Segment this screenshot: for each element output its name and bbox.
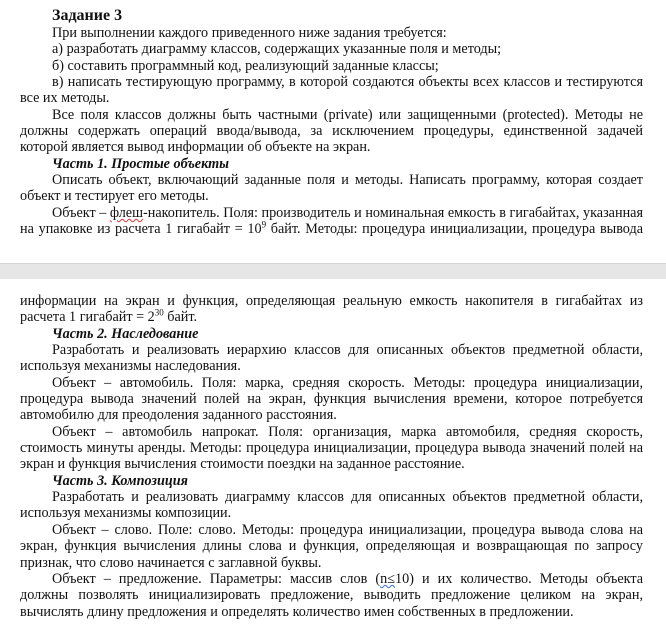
- flash-drive-paragraph: [20, 205, 643, 238]
- requirement-a: а) разработать диаграмму классов, содержащих указанные поля и методы;: [52, 41, 502, 58]
- part-3-title: Часть 3. Композиция: [52, 472, 188, 489]
- car-paragraph: Объект – автомобиль. Поля: марка, средняя скорость. Методы: процедура инициализации, процедура вывода значений полей на экран, функция вычисления времени, которое потребуется автомобилю для преодоления заданного расстояния.: [20, 374, 643, 424]
- word-paragraph: Объект – слово. Поле: слово. Методы: процедура инициализации, процедура вывода слова на экран, функция вычисления длины слова и функция, определяющая и возвращающая по запросу признак, что слово начинается с заглавной буквы.: [20, 521, 643, 571]
- text-run: -накопитель. Поля: производитель и номинальная емкость в гигабайтах, указанная на упаковке из расчета 1 гигабайт = 10: [20, 204, 643, 238]
- requirement-b: б) составить программный код, реализующий заданные классы;: [52, 57, 439, 74]
- exponent: 9: [261, 219, 267, 230]
- part-3-description: Разработать и реализовать диаграмму классов для описанных объектов предметной области, используя механизмы композиции.: [20, 489, 643, 522]
- part-1-description: Описать объект, включающий заданные поля и методы. Написать программу, которая создает объект и тестирует его методы.: [20, 172, 643, 205]
- flash-drive-continuation: [20, 293, 643, 326]
- grammar-flag[interactable]: n≤: [380, 570, 395, 587]
- text-run: байт.: [163, 309, 198, 326]
- text-run: байт. Методы: процедура инициализации, процедура вывода: [266, 221, 643, 238]
- document-page-1: [0, 0, 666, 263]
- text-run: Объект –: [52, 204, 110, 221]
- page-break-gap: [0, 263, 666, 280]
- part-2-title: Часть 2. Наследование: [52, 325, 199, 342]
- part-2-description: Разработать и реализовать иерархию классов для описанных объектов предметной области, используя механизмы наследования.: [20, 342, 643, 375]
- text-run: 10) и их количество. Методы объекта должны позволять инициализировать предложение, выводить предложение целиком на экран, вычислять длину предложения и определять количество имен собственных в предложении.: [20, 570, 643, 620]
- part-1-title: Часть 1. Простые объекты: [52, 155, 229, 172]
- spellcheck-word[interactable]: флеш: [109, 204, 144, 221]
- sentence-paragraph: [20, 571, 643, 620]
- intro-paragraph: При выполнении каждого приведенного ниже задания требуется:: [52, 25, 447, 41]
- rental-car-paragraph: Объект – автомобиль напрокат. Поля: организация, марка автомобиля, средняя скорость, стоимость минуты аренды. Методы: процедура инициализации, процедура вывода значений полей на экран и функция вычисления стоимости поездки на заданное расстояние.: [20, 423, 643, 473]
- exponent: 30: [154, 307, 164, 318]
- text-run: Объект – предложение. Параметры: массив слов (: [52, 570, 381, 587]
- page-1-body: [20, 7, 643, 237]
- text-run: информации на экран и функция, определяющая реальную емкость накопителя в гигабайтах из расчета 1 гигабайт = 2: [20, 293, 643, 326]
- page-2-body: [20, 293, 643, 620]
- requirement-c: в) написать тестирующую программу, в которой создаются объекты всех классов и тестируются все их методы.: [20, 74, 643, 107]
- task-heading: Задание 3: [52, 7, 123, 24]
- fields-rule-paragraph: Все поля классов должны быть частными (private) или защищенными (protected). Методы не должны содержать операций ввода/вывода, за исключением процедуры, единственной задачей которой является вывод информации об объекте на экран.: [20, 106, 643, 156]
- document-page-2: [0, 279, 666, 624]
